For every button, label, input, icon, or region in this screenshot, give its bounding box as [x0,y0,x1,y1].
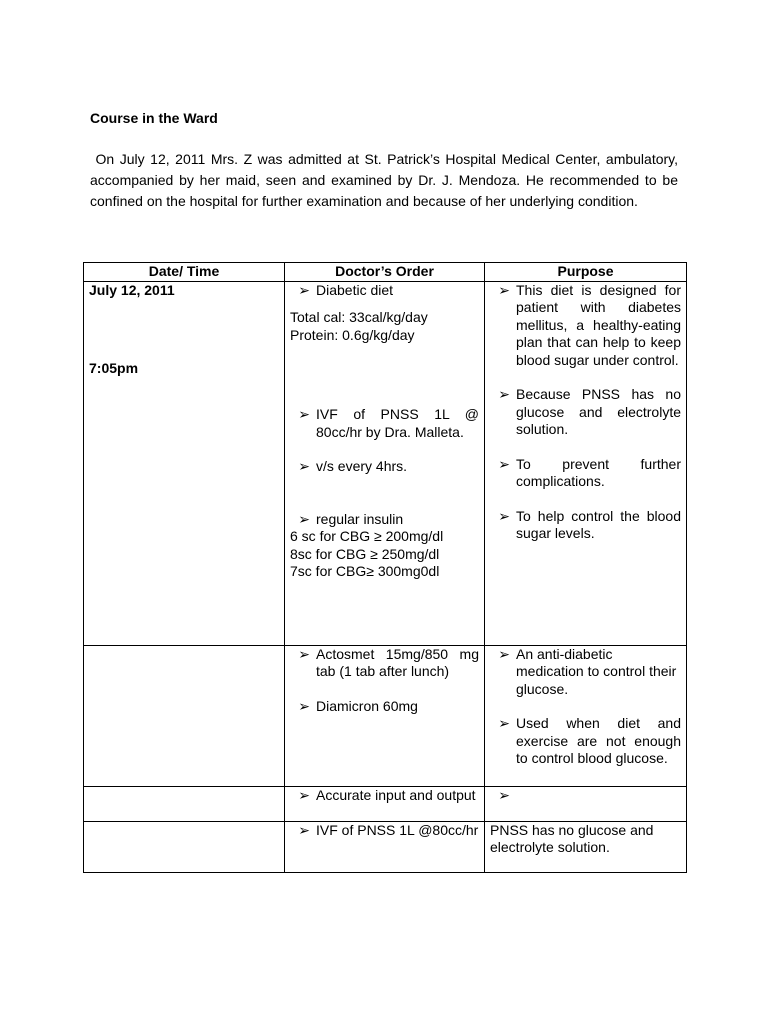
arrow-bullet-icon: ➢ [498,455,510,472]
list-item [490,646,681,699]
arrow-bullet-icon: ➢ [298,821,310,838]
list-item [490,282,681,370]
arrow-bullet-icon: ➢ [498,281,510,298]
intro-paragraph: On July 12, 2011 Mrs. Z was admitted at St. Patrick’s Hospital Medical Center, ambulatory, accompanied by her maid, seen and examined by Dr. J. Mendoza. He recommended to be confined on the hospital for further examination and because of her underlying condition. [90,151,679,209]
purpose-text: An anti-diabetic medication to control their glucose. [516,645,677,697]
list-item [290,511,479,529]
arrow-bullet-icon: ➢ [298,281,310,298]
arrow-bullet-icon: ➢ [498,645,510,662]
ward-table [83,262,687,873]
list-item [290,698,479,716]
order-cell [285,786,485,821]
order-text: Diamicron 60mg [316,697,418,714]
list-item [490,787,681,805]
order-cell [285,821,485,872]
list-item [490,508,681,543]
date-text: July 12, 2011 [89,281,175,298]
insulin-line: 7sc for CBG≥ 300mg0dl [290,563,440,579]
arrow-bullet-icon: ➢ [298,697,310,714]
section-heading: Course in the Ward [90,110,218,126]
order-text: Accurate input and output [316,786,476,803]
list-item [290,282,479,300]
arrow-bullet-icon: ➢ [498,786,510,803]
order-text: Actosmet 15mg/850 mg tab (1 tab after lunch) [316,645,479,679]
purpose-cell [485,645,687,786]
list-item [290,822,479,840]
purpose-text: Used when diet and exercise are not enough to control blood glucose. [516,715,681,766]
order-cell [285,281,485,645]
arrow-bullet-icon: ➢ [298,786,310,803]
list-item [290,406,479,441]
order-text: IVF of PNSS 1L @ 80cc/hr by Dra. Malleta. [316,406,479,440]
order-text: regular insulin [316,510,404,527]
date-cell [84,645,285,786]
purpose-cell [485,281,687,645]
arrow-bullet-icon: ➢ [298,510,310,527]
order-text: Diabetic diet [316,281,394,298]
list-item [490,386,681,439]
order-text: v/s every 4hrs. [316,458,408,474]
list-item [290,787,479,805]
date-cell [84,786,285,821]
purpose-text: To help control the blood sugar levels. [516,507,681,541]
arrow-bullet-icon: ➢ [298,458,310,474]
purpose-text: PNSS has no glucose and electrolyte solution. [490,821,654,855]
list-item [490,456,681,491]
header-purpose: Purpose [485,263,687,282]
header-date-time: Date/ Time [84,263,285,282]
purpose-cell [485,786,687,821]
protein-text: Protein: 0.6g/kg/day [290,326,415,343]
purpose-cell [485,821,687,872]
arrow-bullet-icon: ➢ [498,386,510,402]
list-item [490,715,681,768]
date-cell [84,821,285,872]
purpose-text: This diet is designed for patient with diabetes mellitus, a healthy-eating plan that can help to keep blood sugar under control. [516,281,681,368]
arrow-bullet-icon: ➢ [298,406,310,422]
time-text: 7:05pm [89,360,139,376]
order-text: IVF of PNSS 1L @80cc/hr [316,821,479,838]
date-cell [84,281,285,645]
insulin-line: 8sc for CBG ≥ 250mg/dl [290,545,440,562]
arrow-bullet-icon: ➢ [298,645,310,662]
arrow-bullet-icon: ➢ [498,507,510,524]
table-row [84,645,687,786]
list-item [290,646,479,681]
insulin-line: 6 sc for CBG ≥ 200mg/dl [290,528,444,544]
arrow-bullet-icon: ➢ [498,715,510,731]
table-row [84,821,687,872]
purpose-text: Because PNSS has no glucose and electrolyte solution. [516,386,681,437]
table-row [84,786,687,821]
purpose-text: To prevent further complications. [516,455,681,489]
header-doctors-order: Doctor’s Order [285,263,485,282]
order-cell [285,645,485,786]
table-header-row [84,263,687,282]
table-row [84,281,687,645]
list-item [290,458,479,476]
total-cal-text: Total cal: 33cal/kg/day [290,309,428,325]
